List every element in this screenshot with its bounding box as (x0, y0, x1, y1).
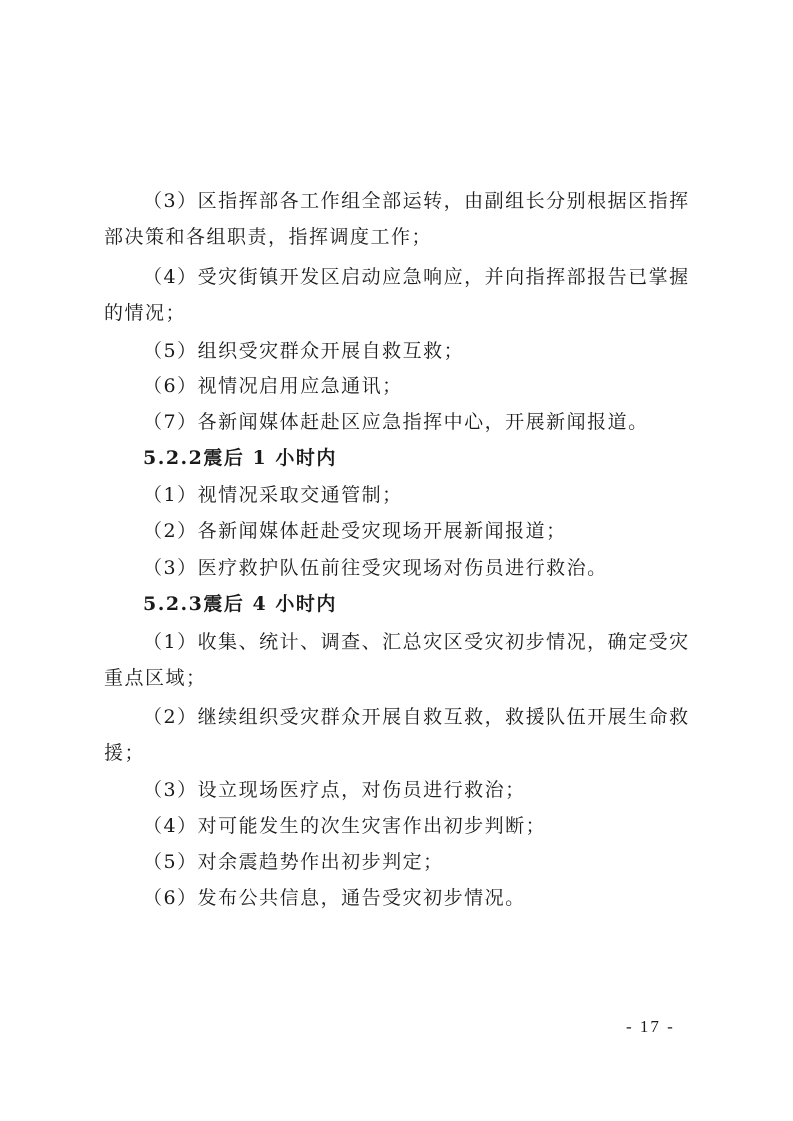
section-5-2-3-item-5: （5）对余震趋势作出初步判定； (143, 851, 444, 873)
section-heading-5-2-3: 5.2.3震后 4 小时内 (143, 593, 337, 615)
section-5-2-3-item-3: （3）设立现场医疗点，对伤员进行救治； (143, 779, 526, 801)
section-5-2-3-item-1-line-1: （1）收集、统计、调查、汇总灾区受灾初步情况，确定受灾 (143, 631, 690, 653)
item-3-line-1: （3）区指挥部各工作组全部运转，由副组长分别根据区指挥 (143, 190, 690, 212)
item-4-line-2: 的情况； (104, 302, 187, 324)
item-4-line-1: （4）受灾街镇开发区启动应急响应，并向指挥部报告已掌握 (143, 266, 690, 288)
section-5-2-3-item-6: （6）发布公共信息，通告受灾初步情况。 (143, 887, 526, 909)
section-5-2-3-item-2-line-2: 援； (104, 742, 146, 764)
item-3-line-2: 部决策和各组职责，指挥调度工作； (104, 226, 433, 248)
section-5-2-2-item-2: （2）各新闻媒体赶赴受灾现场开展新闻报道； (143, 520, 567, 542)
section-5-2-2-item-3: （3）医疗救护队伍前往受灾现场对伤员进行救治。 (143, 557, 608, 579)
section-heading-5-2-2: 5.2.2震后 1 小时内 (143, 447, 337, 469)
item-5: （5）组织受灾群众开展自救互救； (143, 340, 465, 362)
section-5-2-3-item-2-line-1: （2）继续组织受灾群众开展自救互救，救援队伍开展生命救 (143, 706, 690, 728)
section-5-2-3-item-1-line-2: 重点区域； (104, 667, 207, 689)
item-6: （6）视情况启用应急通讯； (143, 375, 403, 397)
section-5-2-3-item-4: （4）对可能发生的次生灾害作出初步判断； (143, 815, 547, 837)
page-number: - 17 - (626, 1017, 675, 1036)
item-7: （7）各新闻媒体赶赴区应急指挥中心，开展新闻报道。 (143, 411, 649, 433)
section-5-2-2-item-1: （1）视情况采取交通管制； (143, 484, 403, 506)
